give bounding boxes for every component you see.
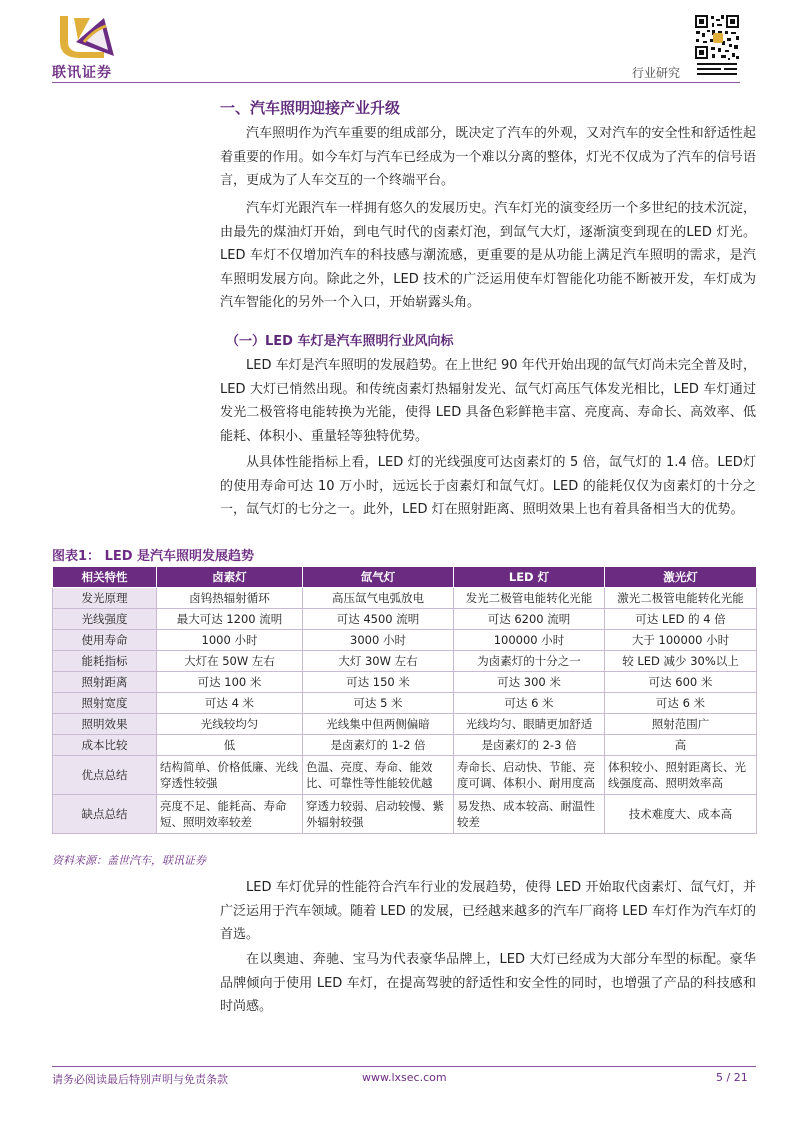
figure-title: 图表1： LED 是汽车照明发展趋势 — [52, 549, 255, 564]
qr-code-icon[interactable] — [694, 14, 740, 76]
table-cell: 可达 4500 流明 — [303, 609, 454, 630]
table-cell: 是卤素灯的 1-2 倍 — [303, 735, 454, 756]
table-cell: 亮度不足、能耗高、寿命短、照明效率较差 — [157, 795, 303, 834]
table-cell: 1000 小时 — [157, 630, 303, 651]
table-header-cell: 卤素灯 — [157, 567, 303, 588]
page-number: 5 / 21 — [716, 1071, 748, 1084]
table-header-row — [53, 567, 757, 588]
table-cell: 穿透力较弱、启动较慢、紫外辐射较强 — [303, 795, 454, 834]
footer-website-link[interactable]: www.lxsec.com — [362, 1071, 447, 1084]
table-cell: 较 LED 减少 30%以上 — [605, 651, 757, 672]
paragraph-5: LED 车灯优异的性能符合汽车行业的发展趋势，使得 LED 开始取代卤素灯、氙气灯，并广泛运用于汽车领域。随着 LED 的发展，已经越来越多的汽车厂商将 LED 车灯作为汽车灯的首选。 — [220, 880, 756, 943]
table-cell: 技术难度大、成本高 — [605, 795, 757, 834]
table-cell: 低 — [157, 735, 303, 756]
table-cell: 大灯 30W 左右 — [303, 651, 454, 672]
table-cell: 可达 4 米 — [157, 693, 303, 714]
paragraph-3: LED 车灯是汽车照明的发展趋势。在上世纪 90 年代开始出现的氙气灯尚未完全普及时，LED 大灯已悄然出现。和传统卤素灯热辐射发光、氙气灯高压气体发光相比，LED 车灯通过发光二极管将电能转换为光能，使得 LED 具备色彩鲜艳丰富、亮度高、寿命长、高效率、低能耗、体积小、重量轻等独特优势。 — [220, 358, 756, 444]
table-cell: 色温、亮度、寿命、能效比、可靠性等性能较优越 — [303, 756, 454, 795]
table-cell: 结构简单、价格低廉、光线穿透性较强 — [157, 756, 303, 795]
table-row — [53, 651, 757, 672]
subsection-heading: （一）LED 车灯是汽车照明行业风向标 — [226, 334, 454, 349]
table-header-cell: 激光灯 — [605, 567, 757, 588]
paragraph-1: 汽车照明作为汽车重要的组成部分，既决定了汽车的外观，又对汽车的安全性和舒适性起着重要的作用。如今车灯与汽车已经成为一个难以分离的整体，灯光不仅成为了汽车的信号语言，更成为了人车交互的一个终端平台。 — [220, 126, 756, 189]
table-cell: 大灯在 50W 左右 — [157, 651, 303, 672]
company-logo-icon — [54, 12, 120, 60]
table-cell: 光线集中但两侧偏暗 — [303, 714, 454, 735]
table-cell: 可达 150 米 — [303, 672, 454, 693]
header-divider — [52, 82, 740, 83]
table-row — [53, 630, 757, 651]
table-cell: 激光二极管电能转化光能 — [605, 588, 757, 609]
paragraph-6: 在以奥迪、奔驰、宝马为代表豪华品牌上，LED 大灯已经成为大部分车型的标配。豪华品牌倾向于使用 LED 车灯，在提高驾驶的舒适性和安全性的同时，也增强了产品的科技感和时尚感。 — [220, 952, 756, 1015]
comparison-table — [52, 566, 756, 834]
table-header-cell: 相关特性 — [53, 567, 157, 588]
table-cell: 可达 600 米 — [605, 672, 757, 693]
table-row — [53, 588, 757, 609]
table-cell: 寿命长、启动快、节能、亮度可调、体积小、耐用度高 — [454, 756, 605, 795]
table-header-cell: 氙气灯 — [303, 567, 454, 588]
table-cell: 可达 100 米 — [157, 672, 303, 693]
row-label: 使用寿命 — [53, 630, 157, 651]
table-cell: 可达 6 米 — [454, 693, 605, 714]
table-cell: 可达 300 米 — [454, 672, 605, 693]
table-row — [53, 714, 757, 735]
table-cell: 照射范围广 — [605, 714, 757, 735]
table-cell: 最大可达 1200 流明 — [157, 609, 303, 630]
row-label: 缺点总结 — [53, 795, 157, 834]
row-label: 能耗指标 — [53, 651, 157, 672]
table-row — [53, 735, 757, 756]
table-cell: 发光二极管电能转化光能 — [454, 588, 605, 609]
footer-divider — [52, 1066, 756, 1067]
table-cell: 光线均匀、眼睛更加舒适 — [454, 714, 605, 735]
table-cell: 可达 6 米 — [605, 693, 757, 714]
table-cell: 是卤素灯的 2-3 倍 — [454, 735, 605, 756]
company-name: 联讯证券 — [52, 65, 112, 81]
table-cell: 100000 小时 — [454, 630, 605, 651]
section-heading: 一、汽车照明迎接产业升级 — [220, 99, 401, 117]
table-header-cell: LED 灯 — [454, 567, 605, 588]
table-cell: 卤钨热辐射循环 — [157, 588, 303, 609]
table-row — [53, 672, 757, 693]
table-cell: 高 — [605, 735, 757, 756]
figure-source: 资料来源：盖世汽车，联讯证券 — [52, 854, 206, 867]
table-cell: 易发热、成本较高、耐温性较差 — [454, 795, 605, 834]
paragraph-4: 从具体性能指标上看，LED 灯的光线强度可达卤素灯的 5 倍，氙气灯的 1.4 倍。LED灯的使用寿命可达 10 万小时，远远长于卤素灯和氙气灯。LED 的能耗仅仅为卤素灯的十分之一，氙气灯的七分之一。此外，LED 灯在照射距离、照明效果上也有着具备相当大的优势。 — [220, 455, 756, 518]
row-label: 照明效果 — [53, 714, 157, 735]
paragraph-2: 汽车灯光跟汽车一样拥有悠久的发展历史。汽车灯光的演变经历一个多世纪的技术沉淀，由最先的煤油灯开始，到电气时代的卤素灯泡，到氙气大灯，逐渐演变到现在的LED 灯光。LED 车灯不仅增加汽车的科技感与潮流感，更重要的是从功能上满足汽车照明的需求，是汽车照明发展方向。除此之外，LED 技术的广泛运用使车灯智能化功能不断被开发，车灯成为汽车智能化的另外一个入口，开始崭露头角。 — [220, 201, 756, 311]
table-row — [53, 795, 757, 834]
row-label: 照射宽度 — [53, 693, 157, 714]
table-cell: 光线较均匀 — [157, 714, 303, 735]
table-cell: 大于 100000 小时 — [605, 630, 757, 651]
table-cell: 可达 5 米 — [303, 693, 454, 714]
row-label: 照射距离 — [53, 672, 157, 693]
table-cell: 高压氙气电弧放电 — [303, 588, 454, 609]
table-cell: 可达 6200 流明 — [454, 609, 605, 630]
section-label: 行业研究 — [632, 66, 681, 80]
table-row — [53, 756, 757, 795]
row-label: 优点总结 — [53, 756, 157, 795]
table-cell: 3000 小时 — [303, 630, 454, 651]
row-label: 发光原理 — [53, 588, 157, 609]
footer-disclaimer-link[interactable]: 请务必阅读最后特别声明与免责条款 — [52, 1073, 228, 1086]
table-row — [53, 609, 757, 630]
table-cell: 体积较小、照射距离长、光线强度高、照明效率高 — [605, 756, 757, 795]
table-row — [53, 693, 757, 714]
row-label: 成本比较 — [53, 735, 157, 756]
table-cell: 可达 LED 的 4 倍 — [605, 609, 757, 630]
row-label: 光线强度 — [53, 609, 157, 630]
table-cell: 为卤素灯的十分之一 — [454, 651, 605, 672]
